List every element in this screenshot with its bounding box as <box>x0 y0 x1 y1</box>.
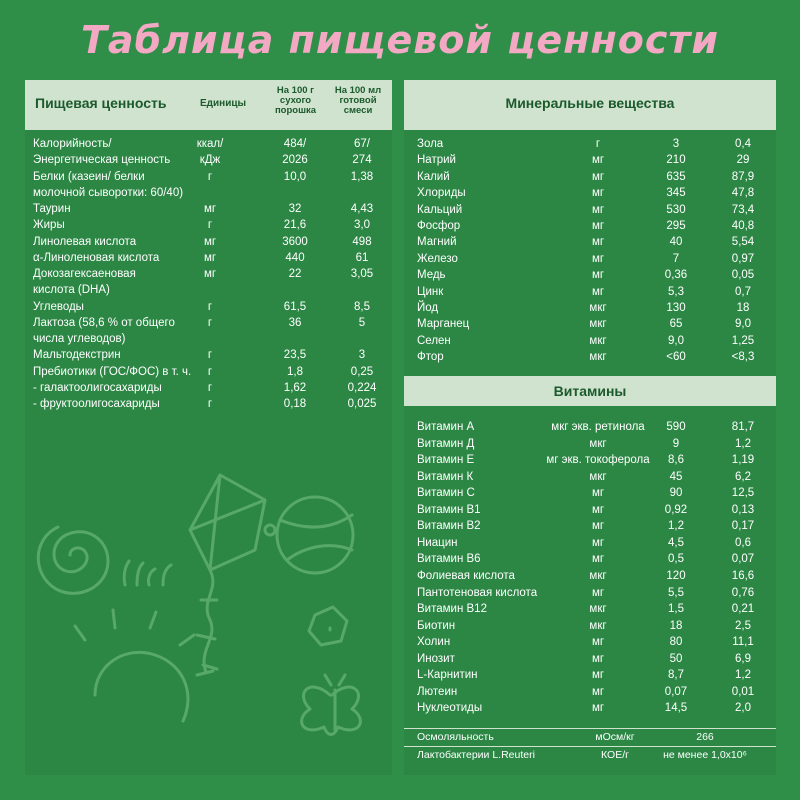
nutrient-name: Калорийность/ <box>33 138 112 150</box>
nutrient-unit: мг <box>203 235 217 248</box>
mineral-name: Магний <box>417 236 457 249</box>
value-per-100g: 0,5 <box>668 553 684 566</box>
nutrient-name: молочной сыворотки: 60/40) <box>33 186 184 199</box>
value-per-100g: 10,0 <box>283 170 307 183</box>
table-row <box>0 333 800 349</box>
table-row <box>0 267 800 283</box>
value-per-100g: 40 <box>669 236 683 249</box>
vitamin-name: Пантотеновая кислота <box>417 586 538 599</box>
nutrient-unit: г <box>207 300 213 313</box>
footer-unit: КОЕ/г <box>601 749 629 761</box>
vitamin-unit: мкг <box>589 470 607 483</box>
value-per-100g: 22 <box>288 268 302 280</box>
value-per-100g: 1,5 <box>668 603 684 616</box>
vitamins-title: Витамины <box>553 383 627 399</box>
value-per-100ml: 0,07 <box>731 553 755 566</box>
value-per-100g: 90 <box>669 487 683 500</box>
vitamin-unit: мкг <box>589 603 607 616</box>
nutrient-unit: мг <box>203 251 217 264</box>
vitamin-unit: мкг <box>589 619 607 632</box>
table-row <box>0 251 800 267</box>
vitamin-name: Биотин <box>417 619 456 632</box>
value-per-100ml: 0,224 <box>347 381 377 394</box>
vitamin-name: Витамин К <box>417 470 474 483</box>
value-per-100g: 5,3 <box>668 285 684 298</box>
value-per-100ml: 0,025 <box>347 398 377 410</box>
table-row <box>0 284 800 300</box>
nutrient-name: числа углеводов) <box>33 333 126 345</box>
nutrient-name: Жиры <box>33 219 65 232</box>
value-per-100ml: 8,5 <box>354 300 370 313</box>
nutrient-name: Белки (казеин/ белки <box>33 170 145 183</box>
value-per-100g: 9,0 <box>668 334 684 347</box>
nutrient-name: Докозагексаеновая <box>33 268 136 280</box>
mineral-name: Марганец <box>417 318 470 331</box>
table-row <box>0 234 800 250</box>
value-per-100g: 130 <box>666 302 686 314</box>
mineral-name: Фосфор <box>417 220 461 232</box>
doodle-illustrations <box>25 440 395 770</box>
nutrient-unit: ккал/ <box>196 138 224 150</box>
value-per-100g: 65 <box>669 318 683 331</box>
value-per-100g: <60 <box>666 351 686 364</box>
nutrient-name: Мальтодекстрин <box>33 349 121 362</box>
vitamin-unit: мг <box>591 702 605 715</box>
value-per-100ml: 0,76 <box>731 586 755 599</box>
vitamin-unit: мг <box>591 685 605 698</box>
vitamin-name: Лютеин <box>417 685 458 698</box>
table-row <box>0 169 800 185</box>
value-per-100ml: 5 <box>358 316 366 329</box>
vitamin-unit: мг <box>591 536 605 549</box>
nutrient-name: - галактоолигосахариды <box>33 381 162 394</box>
mineral-unit: мг <box>591 187 605 200</box>
value-per-100g: 9 <box>672 437 680 450</box>
vitamin-unit: мг <box>591 586 605 599</box>
table-row <box>0 349 800 365</box>
value-per-100ml: 1,25 <box>731 334 755 347</box>
value-per-100g: 0,36 <box>664 269 688 282</box>
value-per-100ml: 274 <box>352 154 372 167</box>
header-per-100ml: На 100 мл готовой смеси <box>334 85 382 116</box>
vitamin-name: Витамин С <box>417 487 475 500</box>
mineral-name: Йод <box>417 302 439 314</box>
table-row <box>0 364 800 380</box>
value-per-100ml: 0,97 <box>731 252 755 265</box>
mineral-unit: мкг <box>589 302 607 314</box>
vitamin-name: Витамин В12 <box>417 603 487 616</box>
value-per-100ml: 1,2 <box>735 437 751 450</box>
value-per-100ml: 2,0 <box>735 702 751 715</box>
value-per-100g: 210 <box>666 154 686 167</box>
value-per-100g: 120 <box>666 569 686 582</box>
vitamin-unit: мг <box>591 636 605 649</box>
footer-divider <box>404 746 776 747</box>
vitamin-unit: мг <box>591 669 605 682</box>
grass-icon <box>124 561 171 585</box>
mineral-name: Медь <box>417 269 446 282</box>
nutrient-unit: мг <box>203 268 217 280</box>
value-per-100ml: 73,4 <box>731 203 755 216</box>
vitamin-name: Витамин В6 <box>417 553 481 566</box>
vitamin-unit: мг <box>591 487 605 500</box>
value-per-100ml: 6,2 <box>735 470 751 483</box>
value-per-100g: 1,2 <box>668 520 684 533</box>
vitamin-name: Ниацин <box>417 536 458 549</box>
value-per-100ml: 61 <box>355 251 369 264</box>
vitamin-unit: мг экв. токоферола <box>546 454 650 467</box>
mineral-name: Селен <box>417 334 451 347</box>
table-row <box>0 185 800 201</box>
nutrient-name: - фруктоолигосахариды <box>33 398 160 410</box>
mineral-name: Фтор <box>417 351 444 364</box>
vitamin-name: Нуклеотиды <box>417 702 483 715</box>
nutrient-unit: г <box>207 349 213 362</box>
vitamin-name: Витамин А <box>417 421 475 433</box>
value-per-100ml: 16,6 <box>731 569 755 582</box>
value-per-100g: 3600 <box>282 235 308 248</box>
vitamin-unit: мг <box>591 520 605 533</box>
ball-stripes-icon <box>280 515 352 560</box>
value-per-100ml: 0,13 <box>731 503 755 516</box>
value-per-100ml: 9,0 <box>735 318 751 331</box>
value-per-100g: 8,7 <box>668 669 684 682</box>
vitamin-name: Фолиевая кислота <box>417 569 515 582</box>
butterfly-icon <box>302 675 361 735</box>
nutrient-unit: кДж <box>199 154 221 167</box>
value-per-100g: 23,5 <box>283 349 307 362</box>
value-per-100g: 295 <box>666 220 686 232</box>
value-per-100ml: 3,05 <box>350 268 374 280</box>
mineral-unit: мкг <box>589 318 607 331</box>
mineral-name: Зола <box>417 138 444 150</box>
footer-value: не менее 1,0x10⁶ <box>663 749 747 761</box>
vitamin-unit: мг <box>591 652 605 665</box>
mineral-unit: мг <box>591 252 605 265</box>
table-row <box>0 152 800 168</box>
value-per-100g: 345 <box>666 187 686 200</box>
table-row <box>0 419 800 435</box>
value-per-100g: 530 <box>666 203 686 216</box>
value-per-100ml: 2,5 <box>735 619 751 632</box>
value-per-100ml: 0,7 <box>735 285 751 298</box>
vitamin-name: Витамин Е <box>417 454 475 467</box>
mineral-name: Железо <box>417 252 458 265</box>
value-per-100g: 440 <box>285 251 305 264</box>
value-per-100g: 635 <box>666 170 686 183</box>
footer-unit: мОсм/кг <box>595 731 635 743</box>
nutrient-unit: г <box>207 381 213 394</box>
value-per-100ml: 0,6 <box>735 536 751 549</box>
vitamin-unit: мкг <box>589 569 607 582</box>
vitamin-unit: мг <box>591 553 605 566</box>
footer-divider <box>404 728 776 729</box>
nutrient-unit: г <box>207 219 213 232</box>
value-per-100ml: 0,05 <box>731 269 755 282</box>
mineral-unit: мг <box>591 170 605 183</box>
spiral-icon <box>38 527 108 593</box>
vitamin-unit: мкг экв. ретинола <box>551 421 645 433</box>
table-row <box>0 316 800 332</box>
header-nutrition-value: Пищевая ценность <box>35 95 167 111</box>
value-per-100ml: 3,0 <box>354 219 370 232</box>
table-row <box>0 396 800 412</box>
value-per-100ml: 12,5 <box>731 487 755 500</box>
value-per-100g: 36 <box>288 316 302 329</box>
footer-name: Лактобактерии L.Reuteri <box>417 749 535 761</box>
vitamin-unit: мг <box>591 503 605 516</box>
mineral-name: Кальций <box>417 203 463 216</box>
value-per-100ml: <8,3 <box>731 351 755 364</box>
value-per-100g: 18 <box>669 619 683 632</box>
vitamin-unit: мкг <box>589 437 607 450</box>
nutrient-unit: г <box>207 398 213 410</box>
value-per-100ml: 47,8 <box>731 187 755 200</box>
vitamin-name: Витамин Д <box>417 437 475 450</box>
mineral-unit: мг <box>591 154 605 167</box>
nutrient-name: Пребиотики (ГОС/ФОС) в т. ч. <box>33 365 192 378</box>
vitamin-name: Витамин В2 <box>417 520 481 533</box>
nutrient-name: Линолевая кислота <box>33 235 137 248</box>
mineral-unit: мг <box>591 220 605 232</box>
value-per-100ml: 5,54 <box>731 236 755 249</box>
mineral-unit: мг <box>591 203 605 216</box>
nutrient-name: Таурин <box>33 203 71 215</box>
value-per-100g: 484/ <box>283 138 307 150</box>
header-per-100g: На 100 г сухого порошка <box>274 85 317 116</box>
value-per-100ml: 498 <box>352 235 372 248</box>
nutrient-name: Лактоза (58,6 % от общего <box>33 316 175 329</box>
nutrient-name: Энергетическая ценность <box>33 154 171 167</box>
nutrition-header-band <box>25 80 392 130</box>
table-row <box>0 300 800 316</box>
value-per-100g: 4,5 <box>668 536 684 549</box>
small-circle-icon <box>265 525 275 535</box>
nutrient-unit: г <box>207 365 213 378</box>
value-per-100ml: 40,8 <box>731 220 755 232</box>
mineral-name: Калий <box>417 170 450 183</box>
table-row <box>0 218 800 234</box>
nutrient-name: Углеводы <box>33 300 84 313</box>
table-row <box>0 380 800 396</box>
minerals-header-band <box>404 80 776 130</box>
nutrient-unit: мг <box>203 203 217 215</box>
footer-value: 266 <box>696 731 714 743</box>
nutrient-unit: г <box>207 170 213 183</box>
mineral-name: Натрий <box>417 154 456 167</box>
mineral-unit: мкг <box>589 334 607 347</box>
mineral-name: Хлориды <box>417 187 466 200</box>
value-per-100ml: 4,43 <box>350 203 374 215</box>
table-row <box>0 202 800 218</box>
value-per-100ml: 0,01 <box>731 685 755 698</box>
footer-name: Осмоляльность <box>417 731 494 743</box>
header-units: Единицы <box>200 98 247 109</box>
value-per-100ml: 1,19 <box>731 454 755 467</box>
mineral-unit: г <box>595 138 601 150</box>
value-per-100g: 50 <box>669 652 683 665</box>
value-per-100ml: 29 <box>736 154 750 167</box>
value-per-100ml: 67/ <box>354 138 370 150</box>
vitamin-name: Витамин В1 <box>417 503 481 516</box>
value-per-100ml: 87,9 <box>731 170 755 183</box>
value-per-100g: 7 <box>672 252 680 265</box>
value-per-100ml: 1,2 <box>735 669 751 682</box>
mineral-name: Цинк <box>417 285 444 298</box>
flower-icon <box>309 607 347 645</box>
value-per-100ml: 0,21 <box>731 603 755 616</box>
value-per-100ml: 18 <box>736 302 750 314</box>
value-per-100g: 0,18 <box>283 398 307 410</box>
vitamin-name: Холин <box>417 636 451 649</box>
mineral-unit: мг <box>591 236 605 249</box>
minerals-title: Минеральные вещества <box>505 95 675 111</box>
nutrient-name: кислота (DHA) <box>33 284 110 297</box>
value-per-100ml: 11,1 <box>732 636 754 649</box>
value-per-100ml: 6,9 <box>735 652 751 665</box>
value-per-100g: 0,07 <box>664 685 688 698</box>
value-per-100g: 14,5 <box>664 702 688 715</box>
value-per-100g: 590 <box>666 421 686 433</box>
value-per-100ml: 81,7 <box>731 421 755 433</box>
nutrient-name: α-Линоленовая кислота <box>33 251 160 264</box>
mineral-unit: мкг <box>589 351 607 364</box>
value-per-100g: 3 <box>672 138 680 150</box>
value-per-100g: 61,5 <box>283 300 307 313</box>
value-per-100ml: 0,17 <box>731 520 755 533</box>
nutrient-unit: г <box>207 316 213 329</box>
value-per-100g: 32 <box>288 203 302 215</box>
kite-tail-icon <box>197 570 217 672</box>
kite-icon <box>190 475 265 570</box>
value-per-100ml: 1,38 <box>350 170 374 183</box>
vitamin-name: L-Карнитин <box>417 669 478 682</box>
value-per-100ml: 3 <box>358 349 366 362</box>
value-per-100g: 8,6 <box>668 454 684 467</box>
value-per-100g: 2026 <box>282 154 308 167</box>
vitamin-name: Инозит <box>417 652 455 665</box>
value-per-100g: 0,92 <box>664 503 688 516</box>
ball-icon <box>277 497 353 573</box>
value-per-100g: 45 <box>669 470 683 483</box>
page-title: Таблица пищевой ценности <box>81 18 719 62</box>
sun-icon <box>75 610 213 721</box>
value-per-100g: 1,62 <box>283 381 307 394</box>
value-per-100g: 80 <box>669 636 683 649</box>
value-per-100g: 1,8 <box>287 365 303 378</box>
mineral-unit: мг <box>591 285 605 298</box>
mineral-unit: мг <box>591 269 605 282</box>
value-per-100g: 5,5 <box>668 586 684 599</box>
value-per-100ml: 0,4 <box>735 138 751 150</box>
table-row <box>0 136 800 152</box>
value-per-100g: 21,6 <box>283 219 307 232</box>
value-per-100ml: 0,25 <box>350 365 374 378</box>
